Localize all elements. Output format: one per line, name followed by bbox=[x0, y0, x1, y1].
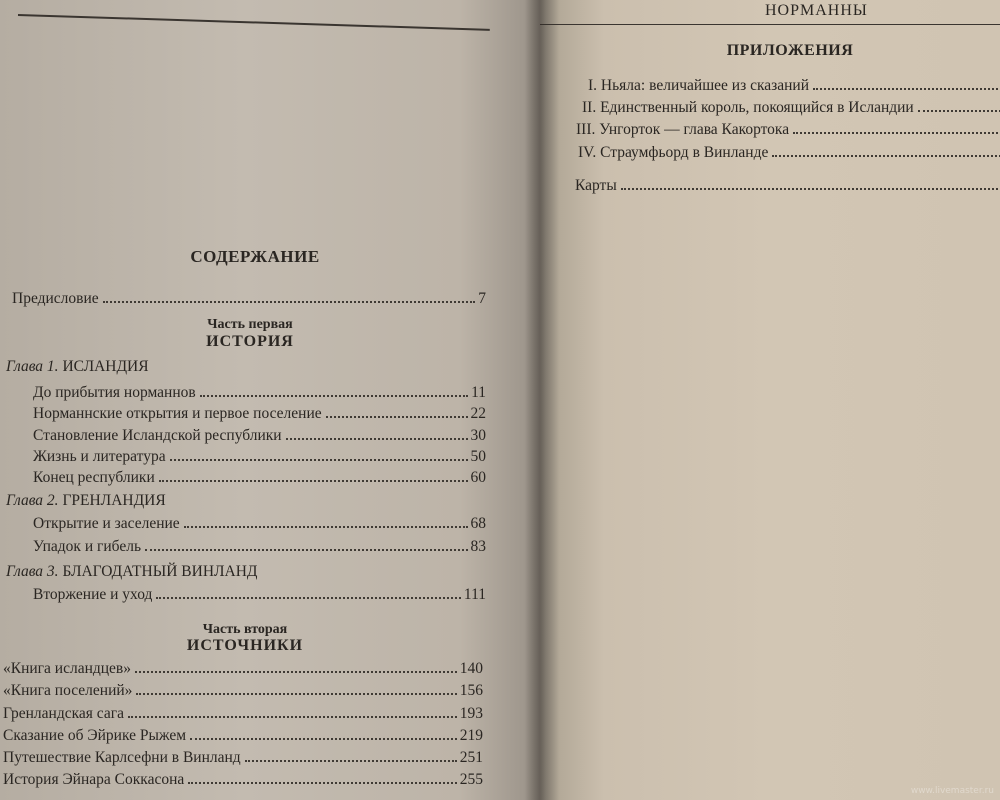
leader-dots bbox=[156, 597, 460, 599]
leader-dots bbox=[813, 88, 1000, 90]
chapter-title: БЛАГОДАТНЫЙ ВИНЛАНД bbox=[62, 563, 258, 580]
chapter-label: Глава 1. bbox=[6, 358, 59, 375]
chapter-heading bbox=[6, 492, 166, 510]
appendices-title: ПРИЛОЖЕНИЯ bbox=[726, 42, 854, 59]
toc-entry-title: Путешествие Карлсефни в Винланд bbox=[3, 749, 241, 766]
toc-entry bbox=[33, 448, 486, 468]
leader-dots bbox=[621, 188, 1000, 190]
toc-entry-title: Сказание об Эйрике Рыжем bbox=[3, 727, 187, 744]
part-two-label: Часть вторая bbox=[202, 622, 288, 637]
part-one-title: ИСТОРИЯ bbox=[206, 333, 294, 350]
appendix-entry bbox=[576, 121, 1000, 141]
leader-dots bbox=[135, 671, 457, 673]
toc-entry-page: 255 bbox=[459, 771, 483, 788]
leader-dots bbox=[772, 155, 1000, 157]
leader-dots bbox=[159, 480, 468, 482]
toc-entry-title: Открытие и заселение bbox=[33, 515, 180, 532]
toc-entry-page: 83 bbox=[470, 538, 486, 555]
leader-dots bbox=[188, 782, 457, 784]
toc-entry-title: Конец республики bbox=[33, 469, 155, 486]
toc-entry-title: Становление Исландской республики bbox=[33, 427, 282, 444]
leader-dots bbox=[184, 526, 468, 528]
toc-entry-page: 68 bbox=[470, 515, 486, 532]
toc-entry bbox=[33, 515, 486, 535]
toc-entry bbox=[33, 586, 486, 606]
appendix-entry bbox=[578, 144, 1000, 164]
leader-dots bbox=[200, 395, 468, 397]
appendix-entry bbox=[588, 77, 1000, 97]
toc-entry-page: 11 bbox=[471, 384, 486, 401]
chapter-title: ИСЛАНДИЯ bbox=[62, 358, 149, 375]
toc-entry-page: 30 bbox=[470, 427, 486, 444]
leader-dots bbox=[190, 738, 457, 740]
toc-entry-title: История Эйнара Соккасона bbox=[3, 771, 185, 788]
header-rule bbox=[540, 24, 1000, 25]
leader-dots bbox=[326, 416, 468, 418]
toc-entry-title: I. Ньяла: величайшее из сказаний bbox=[588, 77, 810, 94]
toc-entry-title: IV. Страумфьорд в Винланде bbox=[578, 144, 769, 161]
toc-entry bbox=[33, 538, 486, 558]
chapter-heading bbox=[6, 358, 149, 376]
leader-dots bbox=[145, 549, 467, 551]
toc-entry-title: «Книга поселений» bbox=[3, 682, 133, 699]
chapter-label: Глава 3. bbox=[6, 563, 59, 580]
toc-entry-page: 50 bbox=[470, 448, 486, 465]
leader-dots bbox=[918, 110, 1000, 112]
watermark: www.livemaster.ru bbox=[910, 786, 994, 796]
toc-entry-page: 60 bbox=[470, 469, 486, 486]
toc-entry bbox=[3, 771, 483, 791]
maps-entry bbox=[575, 177, 1000, 197]
toc-entry bbox=[33, 405, 486, 425]
toc-entry bbox=[33, 384, 486, 404]
chapter-title: ГРЕНЛАНДИЯ bbox=[62, 492, 166, 509]
toc-entry bbox=[33, 469, 486, 489]
right-page bbox=[540, 0, 1000, 800]
toc-entry bbox=[3, 705, 483, 725]
toc-entry-page: 156 bbox=[459, 682, 483, 699]
toc-entry bbox=[3, 682, 483, 702]
contents-title: СОДЕРЖАНИЕ bbox=[190, 247, 320, 266]
toc-entry-page: 193 bbox=[459, 705, 483, 722]
toc-entry-preface bbox=[12, 290, 486, 310]
leader-dots bbox=[286, 438, 468, 440]
toc-entry-title: Вторжение и уход bbox=[33, 586, 153, 603]
toc-entry bbox=[3, 660, 483, 680]
toc-entry-page: 251 bbox=[459, 749, 483, 766]
toc-entry-page: 111 bbox=[463, 586, 486, 603]
leader-dots bbox=[245, 760, 457, 762]
leader-dots bbox=[793, 132, 1000, 134]
part-one-label: Часть первая bbox=[207, 317, 293, 332]
toc-entry bbox=[3, 727, 483, 747]
toc-entry-page: 219 bbox=[459, 727, 483, 744]
toc-entry-page: 22 bbox=[470, 405, 486, 422]
toc-entry-title: Гренландская сага bbox=[3, 705, 124, 722]
leader-dots bbox=[170, 459, 468, 461]
toc-entry-page: 140 bbox=[459, 660, 483, 677]
toc-entry-title: Карты bbox=[575, 177, 617, 194]
toc-entry-title: До прибытия норманнов bbox=[33, 384, 196, 401]
toc-entry-page: 7 bbox=[478, 290, 486, 307]
toc-entry bbox=[33, 427, 486, 447]
toc-entry-title: Предисловие bbox=[12, 290, 99, 307]
book-spine bbox=[525, 0, 560, 800]
toc-entry-title: Упадок и гибель bbox=[33, 538, 142, 555]
toc-entry-title: II. Единственный король, покоящийся в Исландии bbox=[582, 99, 914, 116]
toc-entry-title: Жизнь и литература bbox=[33, 448, 166, 465]
toc-entry-title: Норманнские открытия и первое поселение bbox=[33, 405, 322, 422]
chapter-label: Глава 2. bbox=[6, 492, 59, 509]
header-rule bbox=[18, 14, 490, 31]
running-head: НОРМАННЫ bbox=[765, 2, 868, 19]
part-two-title: ИСТОЧНИКИ bbox=[186, 637, 304, 654]
leader-dots bbox=[128, 716, 457, 718]
leader-dots bbox=[136, 693, 456, 695]
chapter-heading bbox=[6, 563, 258, 581]
toc-entry bbox=[3, 749, 483, 769]
appendix-entry bbox=[582, 99, 1000, 119]
leader-dots bbox=[103, 301, 476, 303]
toc-entry-title: III. Унгорток — глава Какортока bbox=[576, 121, 790, 138]
toc-entry-title: «Книга исландцев» bbox=[3, 660, 132, 677]
